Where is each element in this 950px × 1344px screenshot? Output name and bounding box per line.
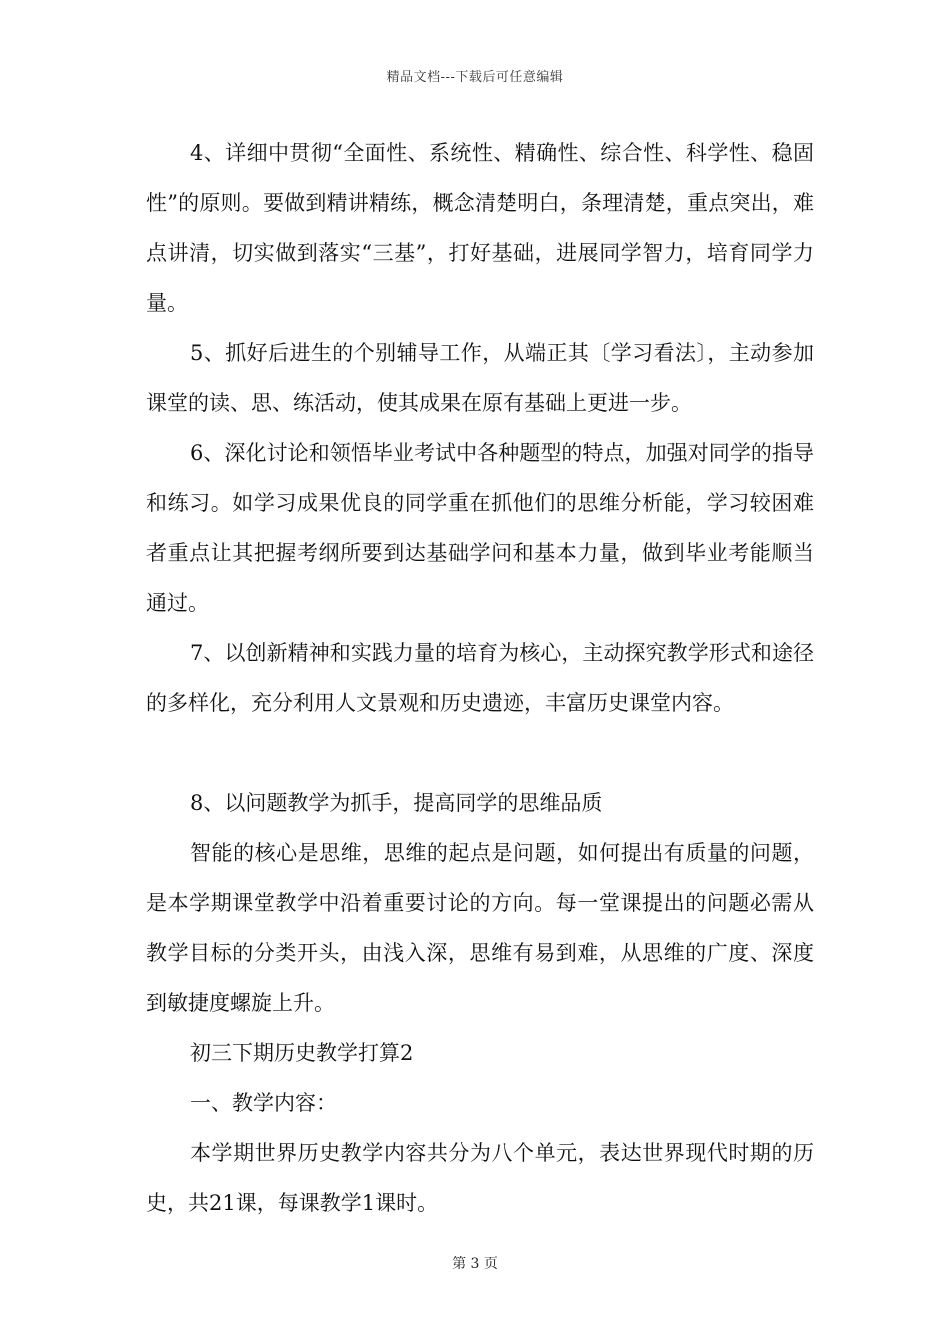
paragraph-item-6: 6、深化讨论和领悟毕业考试中各种题型的特点，加强对同学的指导和练习。如学习成果优良的同学重在抓他们的思维分析能，学习较困难者重点让其把握考纲所要到达基础学问和基本力量，做到毕业考能顺当通过。 <box>146 441 814 615</box>
paragraph-thinking: 智能的核心是思维，思维的起点是问题，如何提出有质量的问题，是本学期课堂教学中沿着重要讨论的方向。每一堂课提出的问题必需从教学目标的分类开头，由浅入深，思维有易到难，从思维的广度、深度到敏捷度螺旋上升。 <box>146 841 814 1015</box>
section-title: 初三下期历史教学打算2 <box>190 1041 414 1065</box>
paragraph-item-7: 7、以创新精神和实践力量的培育为核心，主动探究教学形式和途径的多样化，充分利用人文景观和历史遗迹，丰富历史课堂内容。 <box>146 641 814 715</box>
paragraph-content-summary: 本学期世界历史教学内容共分为八个单元，表达世界现代时期的历史，共21课，每课教学1课时。 <box>146 1141 814 1215</box>
page-number: 第 3 页 <box>452 1256 498 1272</box>
document-body <box>146 128 814 1228</box>
page-header: 精品文档---下载后可任意编辑 <box>386 70 564 85</box>
paragraph-item-4: 4、详细中贯彻“全面性、系统性、精确性、综合性、科学性、稳固性”的原则。要做到精讲精练，概念清楚明白，条理清楚，重点突出，难点讲清，切实做到落实“三基”，打好基础，进展同学智力，培育同学力量。 <box>146 141 814 315</box>
paragraph-item-8: 8、以问题教学为抓手，提高同学的思维品质 <box>190 791 603 815</box>
paragraph-item-5: 5、抓好后进生的个别辅导工作，从端正其〔学习看法〕，主动参加课堂的读、思、练活动，使其成果在原有基础上更进一步。 <box>146 341 814 415</box>
section-heading-content: 一、教学内容： <box>190 1091 337 1115</box>
